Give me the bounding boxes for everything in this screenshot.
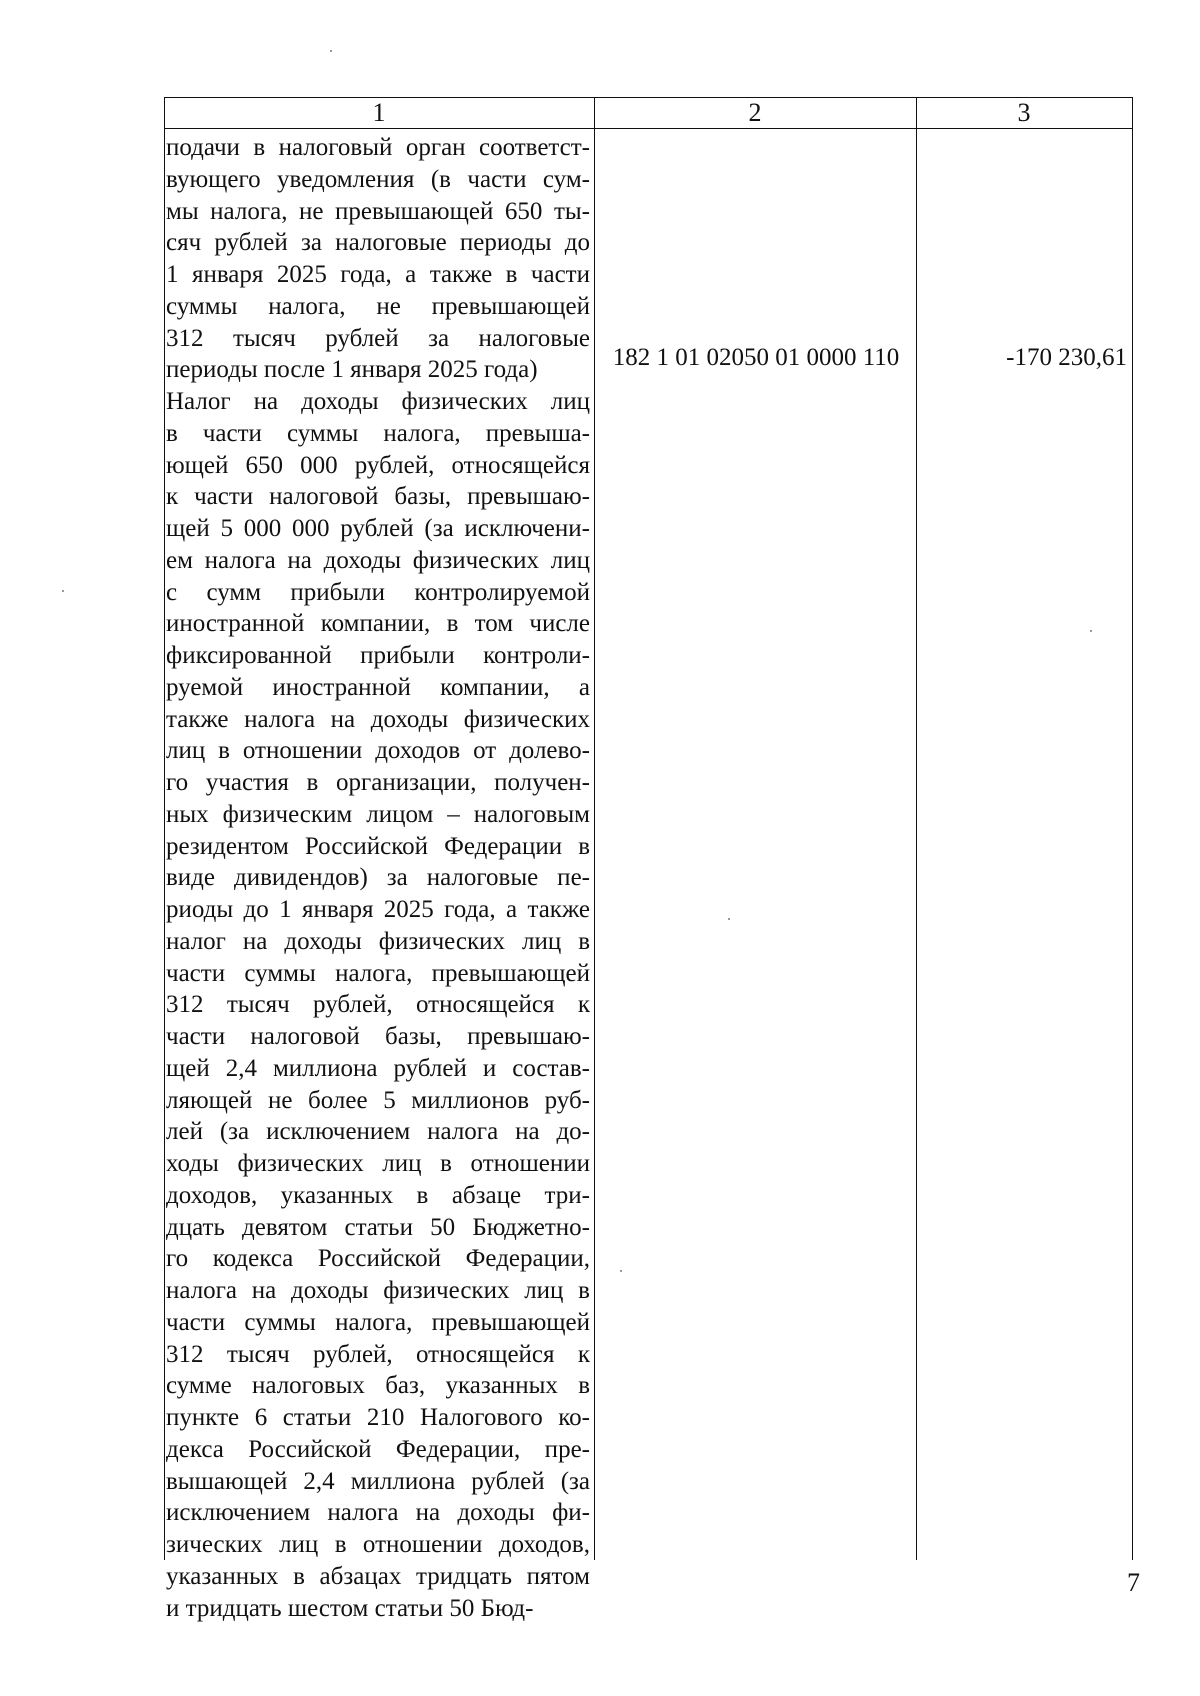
description-line: лиц в отношении доходов от долево-: [166, 737, 590, 765]
description-line: суммы налога, не превышающей: [166, 292, 590, 320]
description-line: 312 тысяч рублей, относящейся к: [166, 991, 590, 1019]
description-column: [166, 132, 590, 1622]
column-divider-2: [916, 97, 917, 1560]
description-line: сумме налоговых баз, указанных в: [166, 1372, 590, 1400]
description-line: го участия в организации, получен-: [166, 769, 590, 796]
description-line: к части налоговой базы, превышаю-: [166, 483, 590, 511]
description-line: виде дивидендов) за налоговые пе-: [166, 864, 590, 892]
description-line: и тридцать шестом статьи 50 Бюд-: [166, 1594, 534, 1622]
description-line: щей 5 000 000 рублей (за исключени-: [166, 515, 590, 542]
description-line: части суммы налога, превышающей: [166, 959, 590, 987]
description-line: вующего уведомления (в части сум-: [166, 165, 590, 193]
budget-classification-code: 182 1 01 02050 01 0000 110: [612, 344, 900, 371]
scan-speck: [728, 918, 730, 920]
description-line: в части суммы налога, превыша-: [166, 419, 590, 447]
description-line: ем налога на доходы физических лиц: [166, 546, 590, 574]
table-left-border: [164, 97, 165, 1560]
budget-table: [164, 97, 1133, 1622]
page-number: 7: [1127, 1568, 1140, 1597]
table-right-border: [1132, 97, 1133, 1560]
header-bottom-border: [164, 128, 1133, 129]
description-line: дцать девятом статьи 50 Бюджетно-: [166, 1213, 590, 1241]
scan-speck: [62, 590, 64, 592]
description-line: лей (за исключением налога на до-: [166, 1118, 590, 1146]
description-line: 312 тысяч рублей, относящейся к: [166, 1340, 590, 1368]
description-line: части налоговой базы, превышаю-: [166, 1023, 590, 1050]
description-line: 312 тысяч рублей за налоговые: [166, 324, 590, 352]
column-divider-1: [594, 97, 595, 1560]
description-line: руемой иностранной компании, а: [166, 673, 590, 701]
description-line: исключением налога на доходы фи-: [166, 1499, 590, 1527]
description-line: периоды после 1 января 2025 года): [166, 356, 538, 384]
description-line: сяч рублей за налоговые периоды до: [166, 229, 590, 257]
description-line: ходы физических лиц в отношении: [166, 1150, 590, 1177]
description-line: доходов, указанных в абзаце три-: [166, 1181, 590, 1209]
description-line: ющей 650 000 рублей, относящейся: [166, 451, 590, 479]
column-header-2: 2: [748, 98, 762, 127]
description-line: Налог на доходы физических лиц: [166, 388, 590, 415]
description-line: части суммы налога, превышающей: [166, 1308, 590, 1336]
description-line: мы налога, не превышающей 650 ты-: [166, 197, 590, 225]
description-line: подачи в налоговый орган соответст-: [166, 134, 590, 161]
description-line: 1 января 2025 года, а также в части: [166, 261, 590, 288]
description-line: ных физическим лицом – налоговым: [166, 800, 590, 828]
description-line: с сумм прибыли контролируемой: [166, 578, 590, 606]
description-line: ляющей не более 5 миллионов руб-: [166, 1086, 590, 1114]
description-line: го кодекса Российской Федерации,: [166, 1245, 590, 1273]
column-header-1: 1: [372, 98, 386, 127]
description-line: вышающей 2,4 миллиона рублей (за: [166, 1467, 590, 1495]
amount-value: -170 230,61: [1006, 344, 1127, 371]
description-line: зических лиц в отношении доходов,: [166, 1531, 590, 1558]
description-line: резидентом Российской Федерации в: [166, 832, 590, 860]
description-line: также налога на доходы физических: [166, 705, 590, 733]
description-line: налога на доходы физических лиц в: [166, 1277, 590, 1304]
description-line: налог на доходы физических лиц в: [166, 927, 590, 955]
scan-speck: [330, 50, 332, 52]
description-line: декса Российской Федерации, пре-: [166, 1435, 590, 1463]
description-line: указанных в абзацах тридцать пятом: [166, 1562, 590, 1590]
column-header-3: 3: [1017, 98, 1031, 127]
description-line: пункте 6 статьи 210 Налогового ко-: [166, 1404, 590, 1431]
scan-speck: [620, 1270, 622, 1272]
description-line: риоды до 1 января 2025 года, а также: [166, 896, 590, 923]
description-line: фиксированной прибыли контроли-: [166, 642, 590, 669]
description-line: щей 2,4 миллиона рублей и состав-: [166, 1054, 590, 1082]
scan-speck: [1090, 630, 1092, 632]
description-line: иностранной компании, в том числе: [166, 610, 590, 638]
